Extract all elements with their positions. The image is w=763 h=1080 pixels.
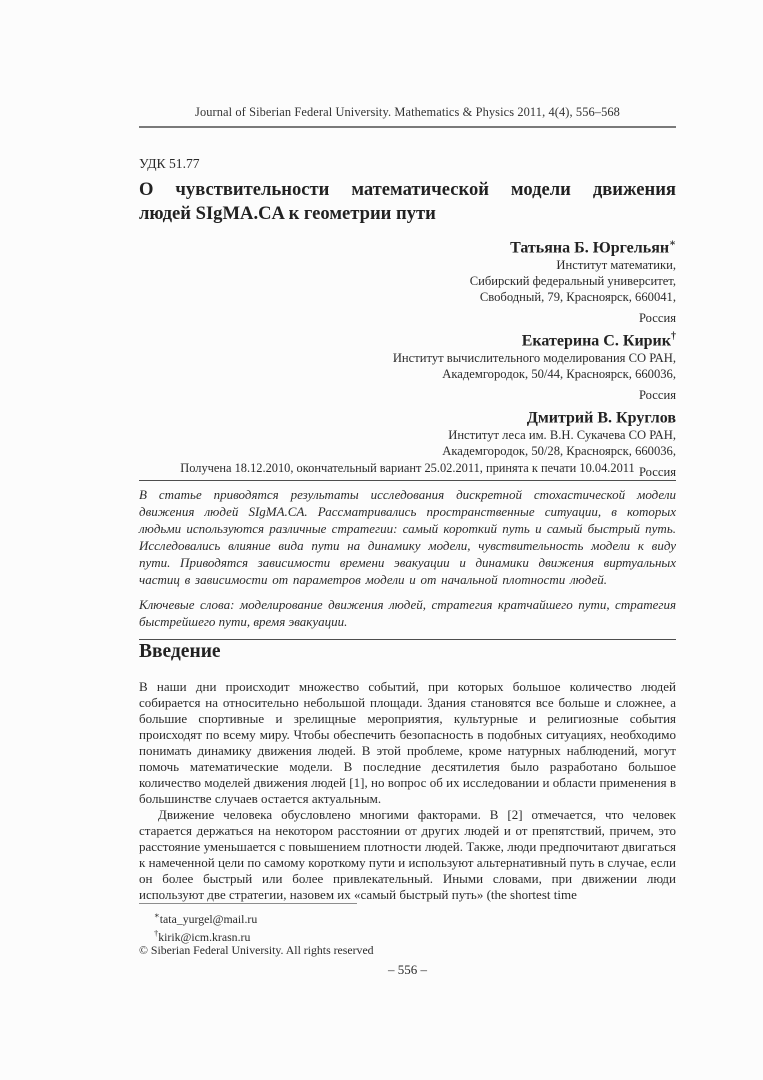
footnote-marker-dagger: †: [154, 927, 159, 938]
journal-header: [139, 105, 676, 128]
author-name-text: Екатерина С. Кирик: [521, 332, 671, 350]
footnote-email-text: kirik@icm.krasn.ru: [158, 929, 251, 944]
author-block-1: [139, 238, 676, 327]
author-country: Россия: [638, 311, 676, 326]
paragraph-1: В наши дни происходит множество событий, при которых большое количество людей собирается на относительно небольшой площади. Здания становятся все больше и сложнее, а большие спортивные и зрелищные мероприятия, культурные и религиозные события происходят по всему миру. Чтобы обеспечить безопасность в подобных ситуациях, необходимо понимать динамику движения людей. В этой проблеме, кроме натурных наблюдений, могут помочь математические модели. В последние десятилетия было разработано большое количество моделей движения людей [1], но вопрос об их исследовании и области применения в большинстве случаев остается актуальным.: [139, 679, 676, 806]
page-number: – 556 –: [388, 962, 427, 977]
author-affiliation-line: Институт леса им. В.Н. Сукачева СО РАН,: [448, 428, 676, 443]
author-country: Россия: [638, 465, 676, 480]
author-affiliation-line: Сибирский федеральный университет,: [469, 273, 676, 288]
received-dates-line: Получена 18.12.2010, окончательный вариант 25.02.2011, принята к печати 10.04.2011: [180, 461, 635, 475]
journal-header-text: Journal of Siberian Federal University. Mathematics & Physics 2011, 4(4), 556–568: [195, 105, 620, 119]
footnote-email-text: tata_yurgel@mail.ru: [159, 911, 258, 926]
footnotes-block: [139, 903, 676, 957]
keywords-text: Ключевые слова: моделирование движения людей, стратегия кратчайшего пути, стратегия быстрейшего пути, время эвакуации.: [139, 597, 676, 629]
body-text: [139, 679, 676, 902]
author-block-2: [139, 331, 676, 404]
abstract-text: В статье приводятся результаты исследования дискретной стохастической модели движения людей SIgMA.CA. Рассматривались пространственные ситуации, в которых людьми используются различные стратегии: самый короткий путь и самый быстрый путь. Исследовались влияние вида пути на динамику модели, чувствительность модели к виду пути. Приводятся зависимости времени эвакуации и динамики движения виртуальных частиц в зависимости от параметров модели и от начальной плотности людей.: [139, 487, 676, 587]
author-affiliation-line: Академгородок, 50/28, Красноярск, 660036,: [442, 443, 676, 458]
article-title-line2: людей SIgMA.CA к геометрии пути: [139, 202, 436, 224]
author-affiliation-line: Институт вычислительного моделирования СО РАН,: [392, 351, 676, 366]
article-title-line1: О чувствительности математической модели движения: [139, 179, 676, 200]
author-affiliation-line: Академгородок, 50/44, Красноярск, 660036,: [442, 366, 676, 381]
udk-code: УДК 51.77: [139, 156, 200, 171]
author-name: [139, 238, 676, 257]
copyright-line: © Siberian Federal University. All rights reserved: [139, 943, 374, 958]
author-name: [139, 331, 676, 350]
author-affiliation-line: Институт математики,: [556, 258, 676, 273]
author-footnote-marker: †: [671, 330, 676, 342]
author-name-text: Татьяна Б. Юргельян: [510, 239, 670, 257]
footnote-marker-asterisk: ∗: [154, 910, 160, 920]
abstract-box: [139, 480, 676, 640]
author-footnote-marker: ∗: [669, 238, 676, 249]
authors-block: [139, 234, 676, 483]
author-name: [139, 408, 676, 427]
paragraph-2: Движение человека обусловлено многими факторами. В [2] отмечается, что человек старается держаться на некотором расстоянии от других людей и от препятствий, причем, это расстояние уменьшается с повышением плотности людей. Также, люди предпочитают двигаться к намеченной цели по самому короткому пути и используют альтернативный путь в случае, если он более быстрый или более привлекательный. Иными словами, при движении люди используют две стратегии, назовем их «самый быстрый путь» (the shortest time: [139, 807, 676, 902]
author-country: Россия: [638, 388, 676, 403]
footnote-rule: [139, 903, 357, 904]
author-name-text: Дмитрий В. Круглов: [526, 409, 676, 427]
author-affiliation-line: Свободный, 79, Красноярск, 660041,: [479, 289, 676, 304]
footnote-email-2: [139, 927, 676, 944]
article-title: [139, 178, 676, 225]
section-heading-introduction: Введение: [139, 641, 221, 662]
footnote-email-1: [139, 909, 676, 926]
